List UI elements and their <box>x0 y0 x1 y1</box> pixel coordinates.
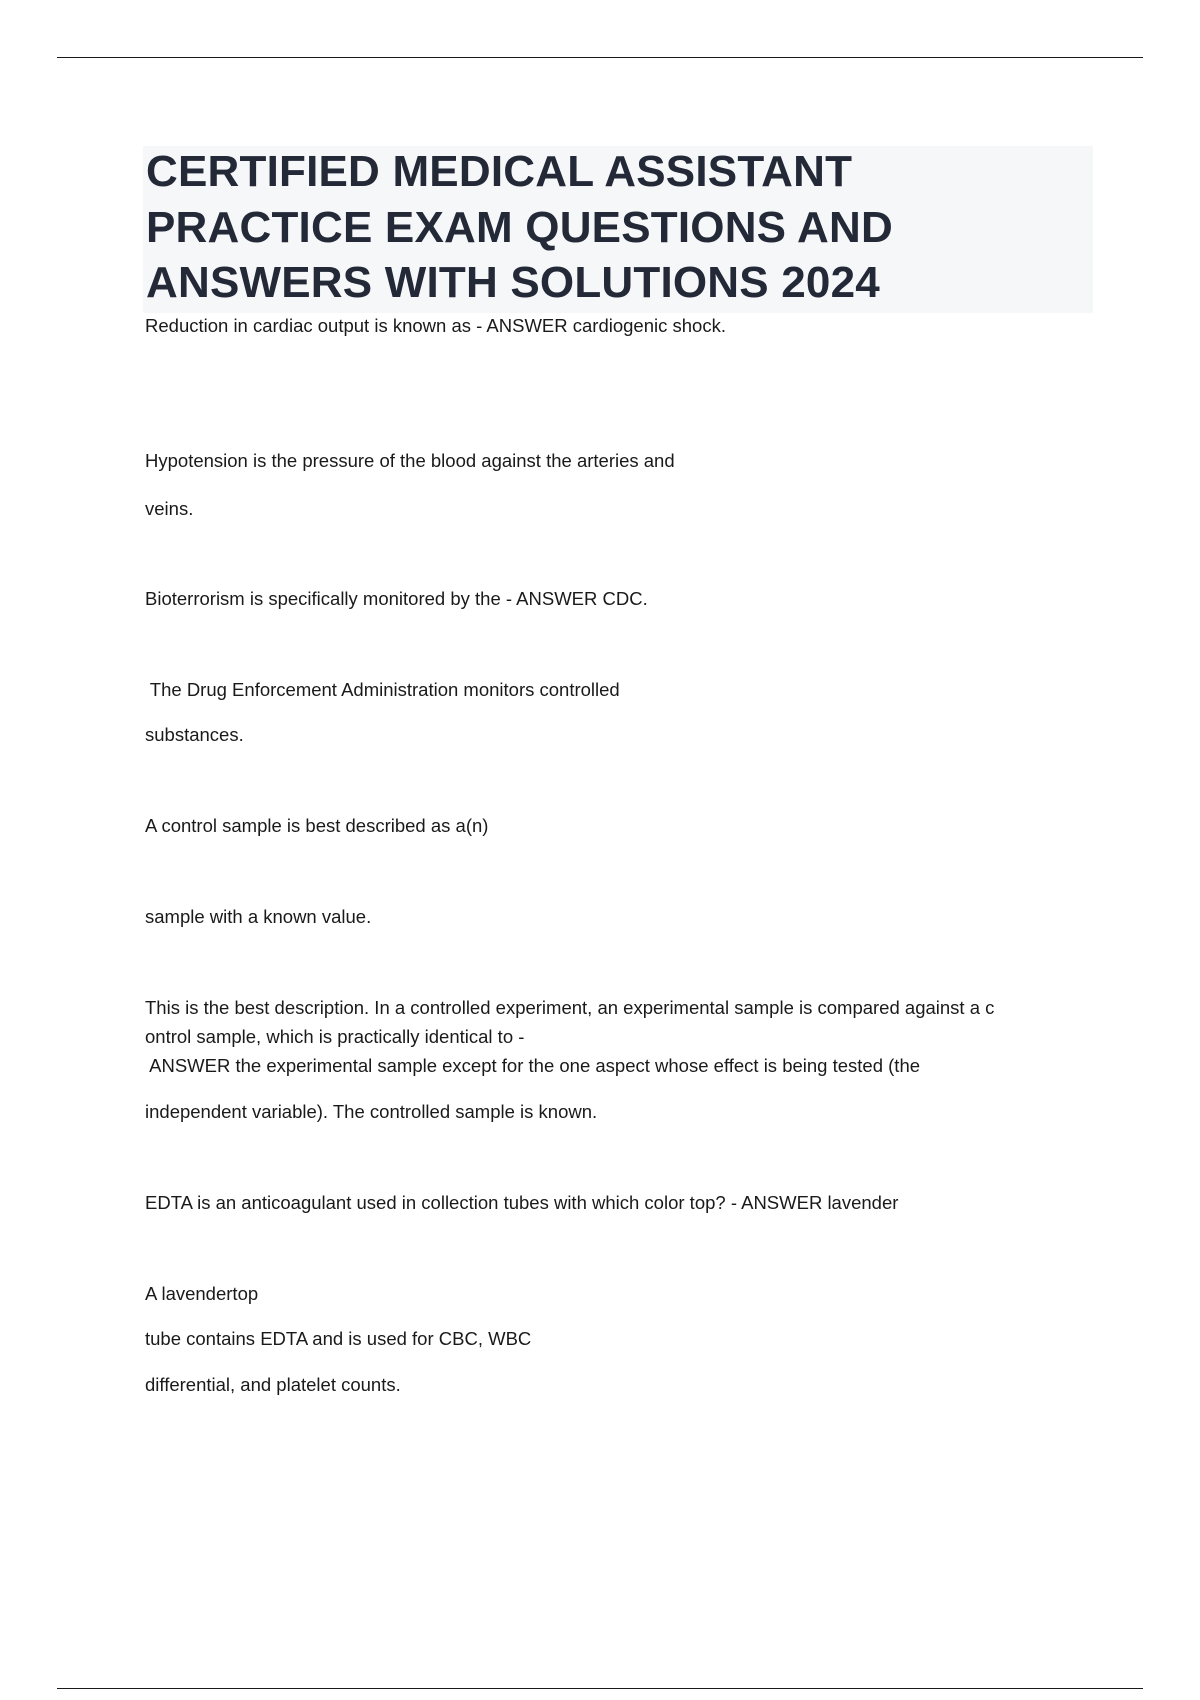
title-line-1: CERTIFIED MEDICAL ASSISTANT <box>146 147 853 196</box>
text-line: veins. <box>145 498 194 519</box>
text-line: ANSWER the experimental sample except for the one aspect whose effect is being tested (the <box>145 1055 921 1076</box>
text-line: Reduction in cardiac output is known as - ANSWER cardiogenic shock. <box>145 315 726 336</box>
text-line: Bioterrorism is specifically monitored by the - ANSWER CDC. <box>145 588 648 609</box>
title-line-3: ANSWERS WITH SOLUTIONS 2024 <box>146 258 880 307</box>
text-line: The Drug Enforcement Administration monitors controlled <box>145 679 620 700</box>
text-line: Hypotension is the pressure of the blood against the arteries and <box>145 450 675 471</box>
bottom-rule <box>57 1688 1143 1689</box>
text-line: ontrol sample, which is practically identical to - <box>145 1026 525 1047</box>
text-line: substances. <box>145 724 244 745</box>
text-line: A control sample is best described as a(n) <box>145 815 489 836</box>
text-line: differential, and platelet counts. <box>145 1374 401 1395</box>
text-line: tube contains EDTA and is used for CBC, WBC <box>145 1328 532 1349</box>
text-line: This is the best description. In a controlled experiment, an experimental sample is compared against a c <box>145 997 995 1018</box>
text-line: EDTA is an anticoagulant used in collection tubes with which color top? - ANSWER lavender <box>145 1192 899 1213</box>
text-line: independent variable). The controlled sample is known. <box>145 1101 598 1122</box>
top-rule <box>57 57 1143 58</box>
text-line: A lavendertop <box>145 1283 259 1304</box>
document-title <box>143 146 1093 313</box>
text-line: sample with a known value. <box>145 906 372 927</box>
title-line-2: PRACTICE EXAM QUESTIONS AND <box>146 203 893 252</box>
